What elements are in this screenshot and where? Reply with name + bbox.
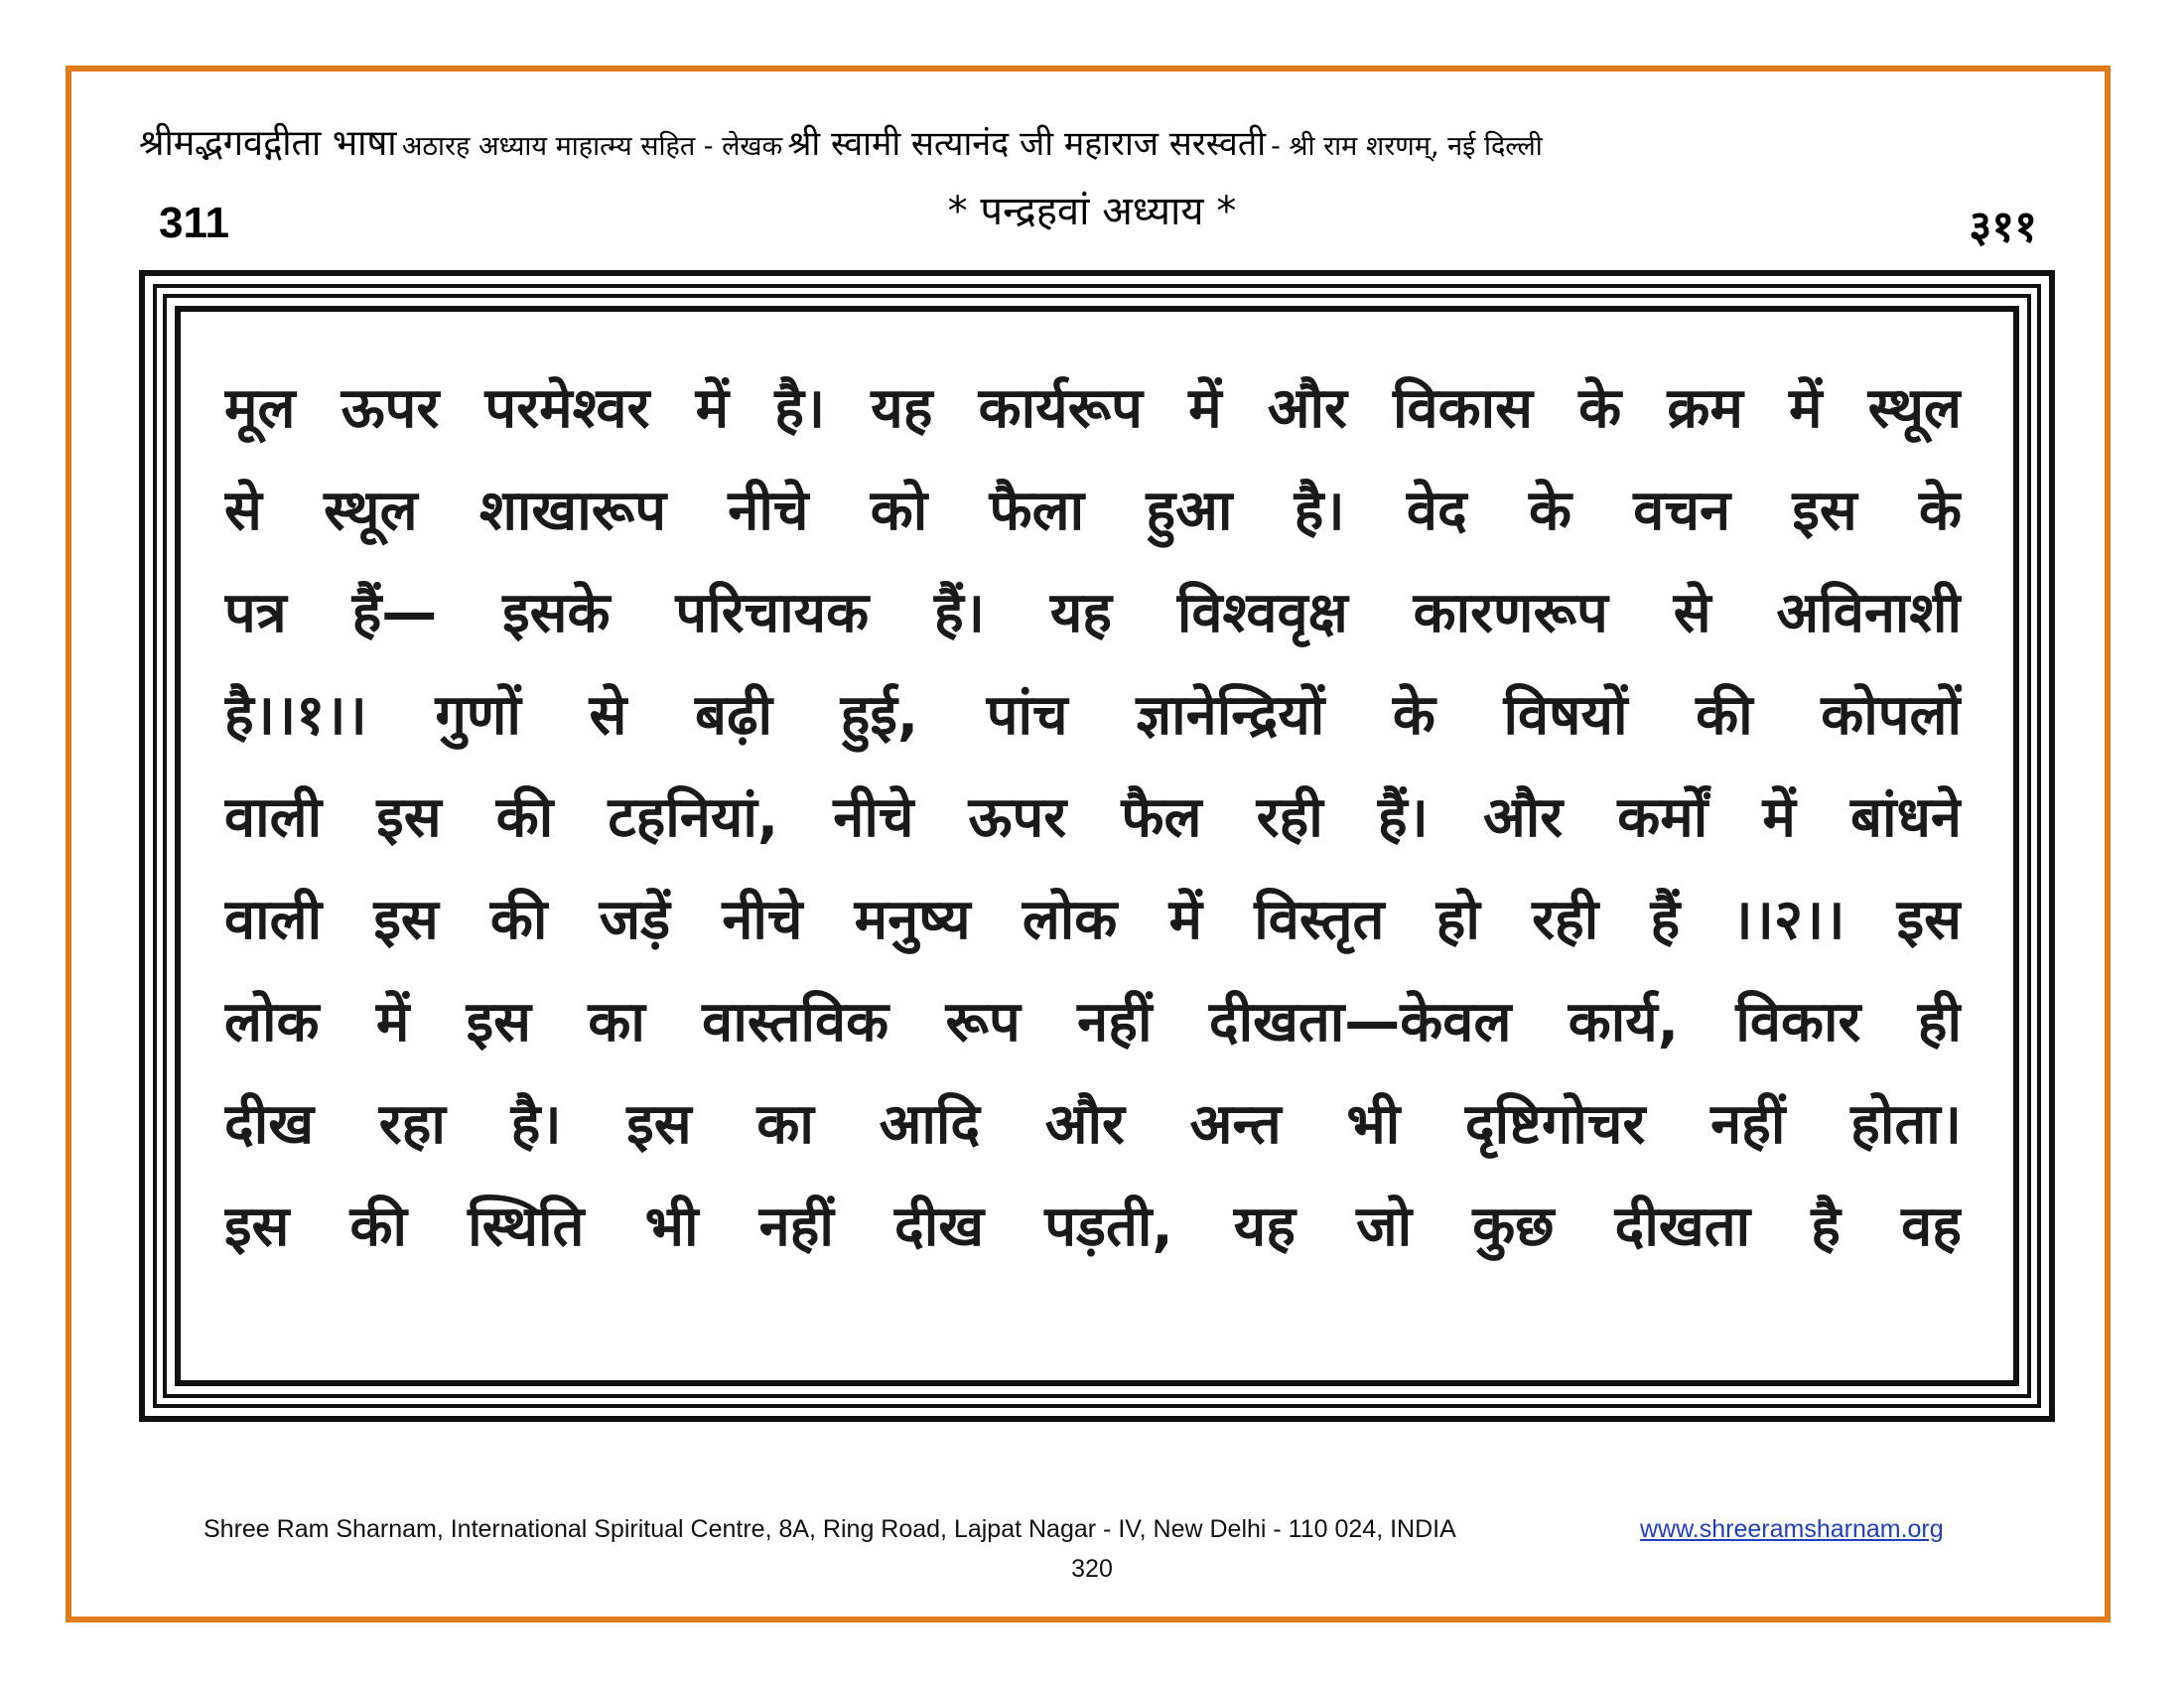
footer-address: Shree Ram Sharnam, International Spiritual Centre, 8A, Ring Road, Lajpat Nagar - IV, New Delhi - 110 024, INDIA (204, 1515, 1456, 1543)
scripture-text (224, 369, 1962, 1290)
page-number-left: 311 (159, 199, 229, 247)
author-name: श्री स्वामी सत्यानंद जी महाराज सरस्वती (787, 124, 1267, 164)
publisher-name: - श्री राम शरणम्, नई दिल्ली (1271, 131, 1543, 162)
text-line: वाली इस की जड़ें नीचे मनुष्य लोक में विस्तृत हो रही हैं ।।२।। इस (224, 888, 1962, 952)
page-number-right: ३११ (1969, 202, 2037, 252)
text-line: दीख रहा है। इस का आदि और अन्त भी दृष्टिगोचर नहीं होता। (224, 1092, 1962, 1157)
running-header (139, 119, 2065, 175)
text-line: वाली इस की टहनियां, नीचे ऊपर फैल रही हैं। और कर्मों में बांधने (224, 785, 1962, 850)
website-link[interactable]: www.shreeramsharnam.org (1640, 1515, 1944, 1543)
text-line: पत्र हैं— इसके परिचायक हैं। यह विश्ववृक्ष कारणरूप से अविनाशी (224, 581, 1962, 645)
book-subtitle: अठारह अध्याय माहात्म्य सहित - लेखक (401, 131, 783, 162)
text-line: मूल ऊपर परमेश्वर में है। यह कार्यरूप में और विकास के क्रम में स्थूल (224, 376, 1962, 441)
text-line: इस की स्थिति भी नहीं दीख पड़ती, यह जो कुछ दीखता है वह (224, 1195, 1962, 1259)
text-line: से स्थूल शाखारूप नीचे को फैला हुआ है। वेद के वचन इस के (224, 479, 1962, 543)
text-line: है।।१।। गुणों से बढ़ी हुई, पांच ज्ञानेन्द्रियों के विषयों की कोपलों (224, 683, 1962, 748)
book-title: श्रीमद्भगवद्गीता भाषा (139, 123, 397, 164)
footer-page-number: 320 (1071, 1555, 1113, 1583)
chapter-heading: * पन्द्रहवां अध्याय * (947, 189, 1237, 234)
text-line: लोक में इस का वास्तविक रूप नहीं दीखता—केवल कार्य, विकार ही (224, 990, 1962, 1055)
